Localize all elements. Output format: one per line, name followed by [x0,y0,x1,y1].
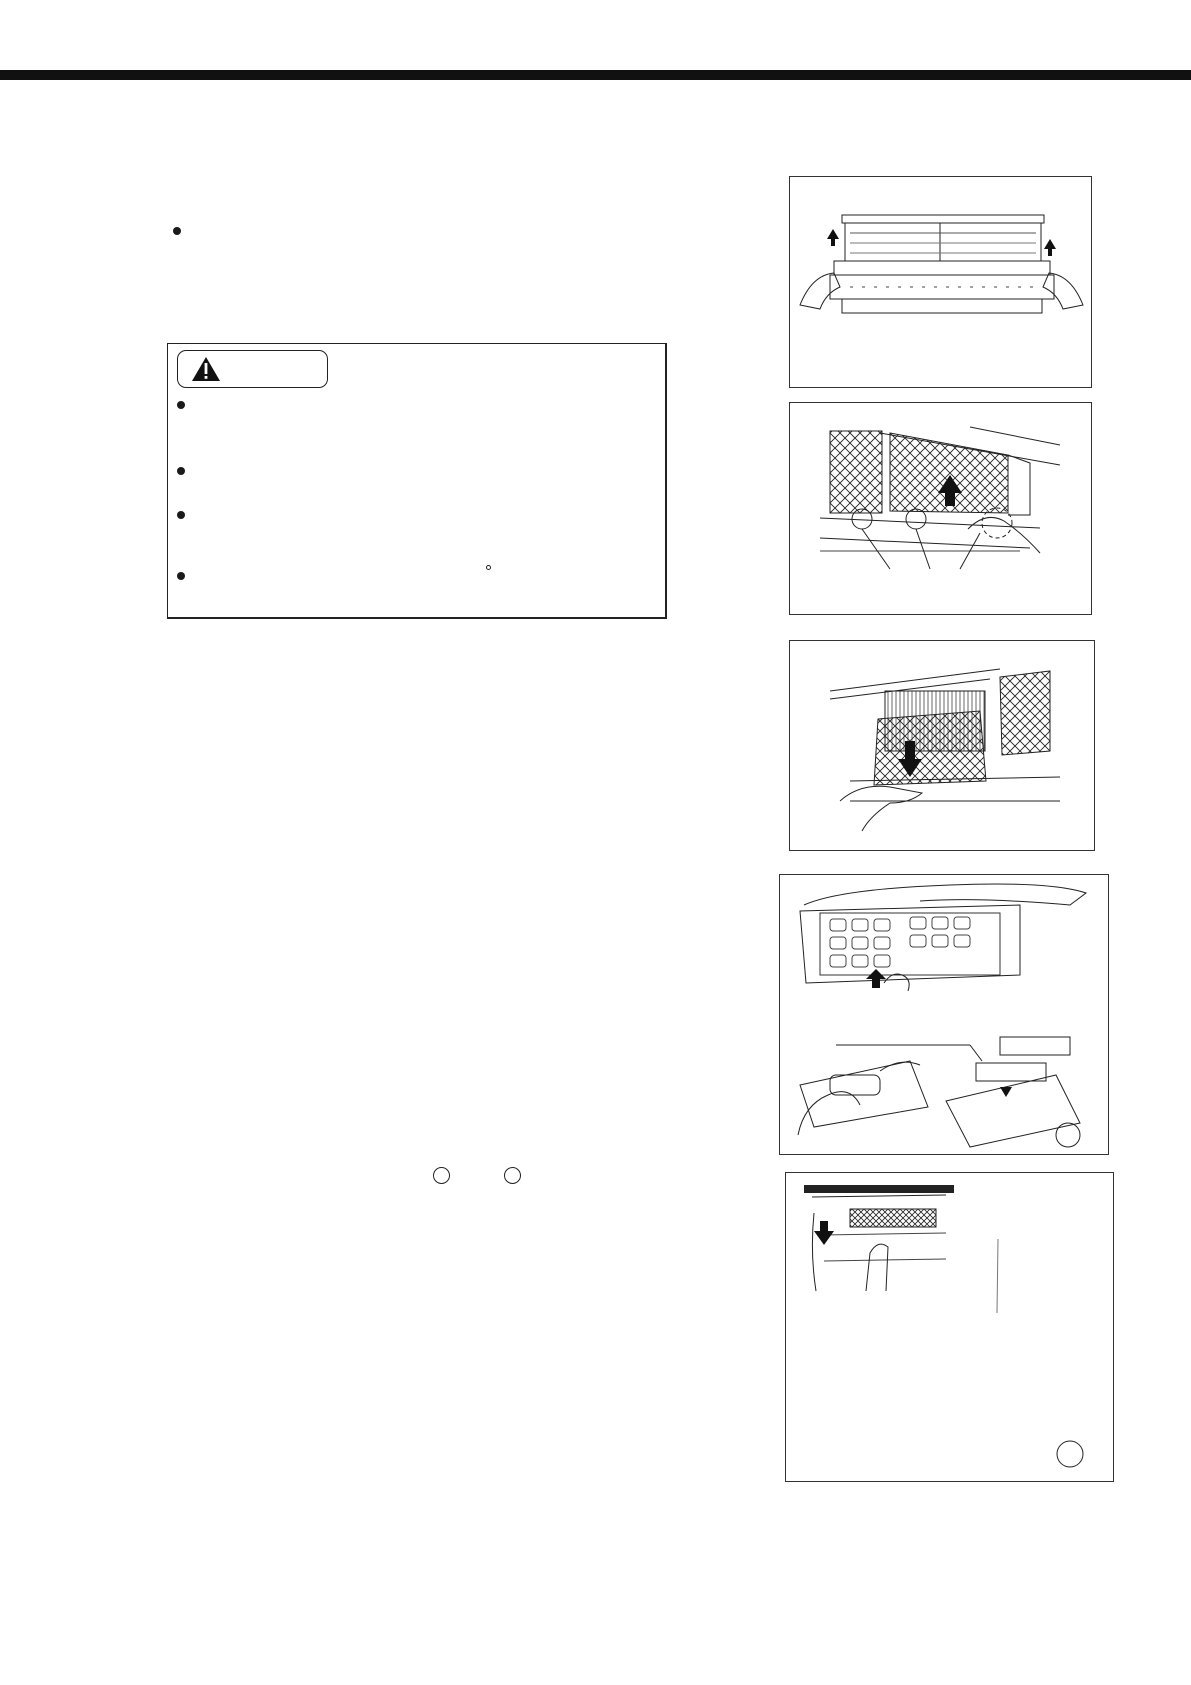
circle-marker-icon [433,1167,450,1184]
figure-replace-filter [785,1172,1114,1482]
arrow-up-icon [827,229,839,239]
degree-symbol-icon [486,565,491,570]
bullet-icon [177,467,185,475]
bullet-icon [177,401,185,409]
arrow-down-icon [814,1231,834,1245]
figure-pull-filter [789,640,1095,851]
figure-replace-filter-drawing [786,1173,1115,1483]
header-rule [0,70,1191,80]
figure-remove-filter [789,402,1092,615]
circle-marker-icon [504,1167,521,1184]
bullet-icon [173,227,181,235]
figure-pull-filter-drawing [790,641,1096,852]
figure-install-purifier [779,874,1109,1155]
figure-install-purifier-drawing [780,875,1110,1156]
arrow-up-icon [1044,239,1056,249]
figure-open-panel-drawing [790,177,1093,389]
bullet-icon [177,511,185,519]
figure-remove-filter-drawing [790,403,1093,616]
warning-triangle-icon [186,351,226,387]
warning-label-pill [177,350,328,388]
arrow-down-icon [1000,1087,1012,1097]
bullet-icon [177,572,185,580]
figure-open-panel [789,176,1092,388]
arrow-up-icon [866,969,886,979]
